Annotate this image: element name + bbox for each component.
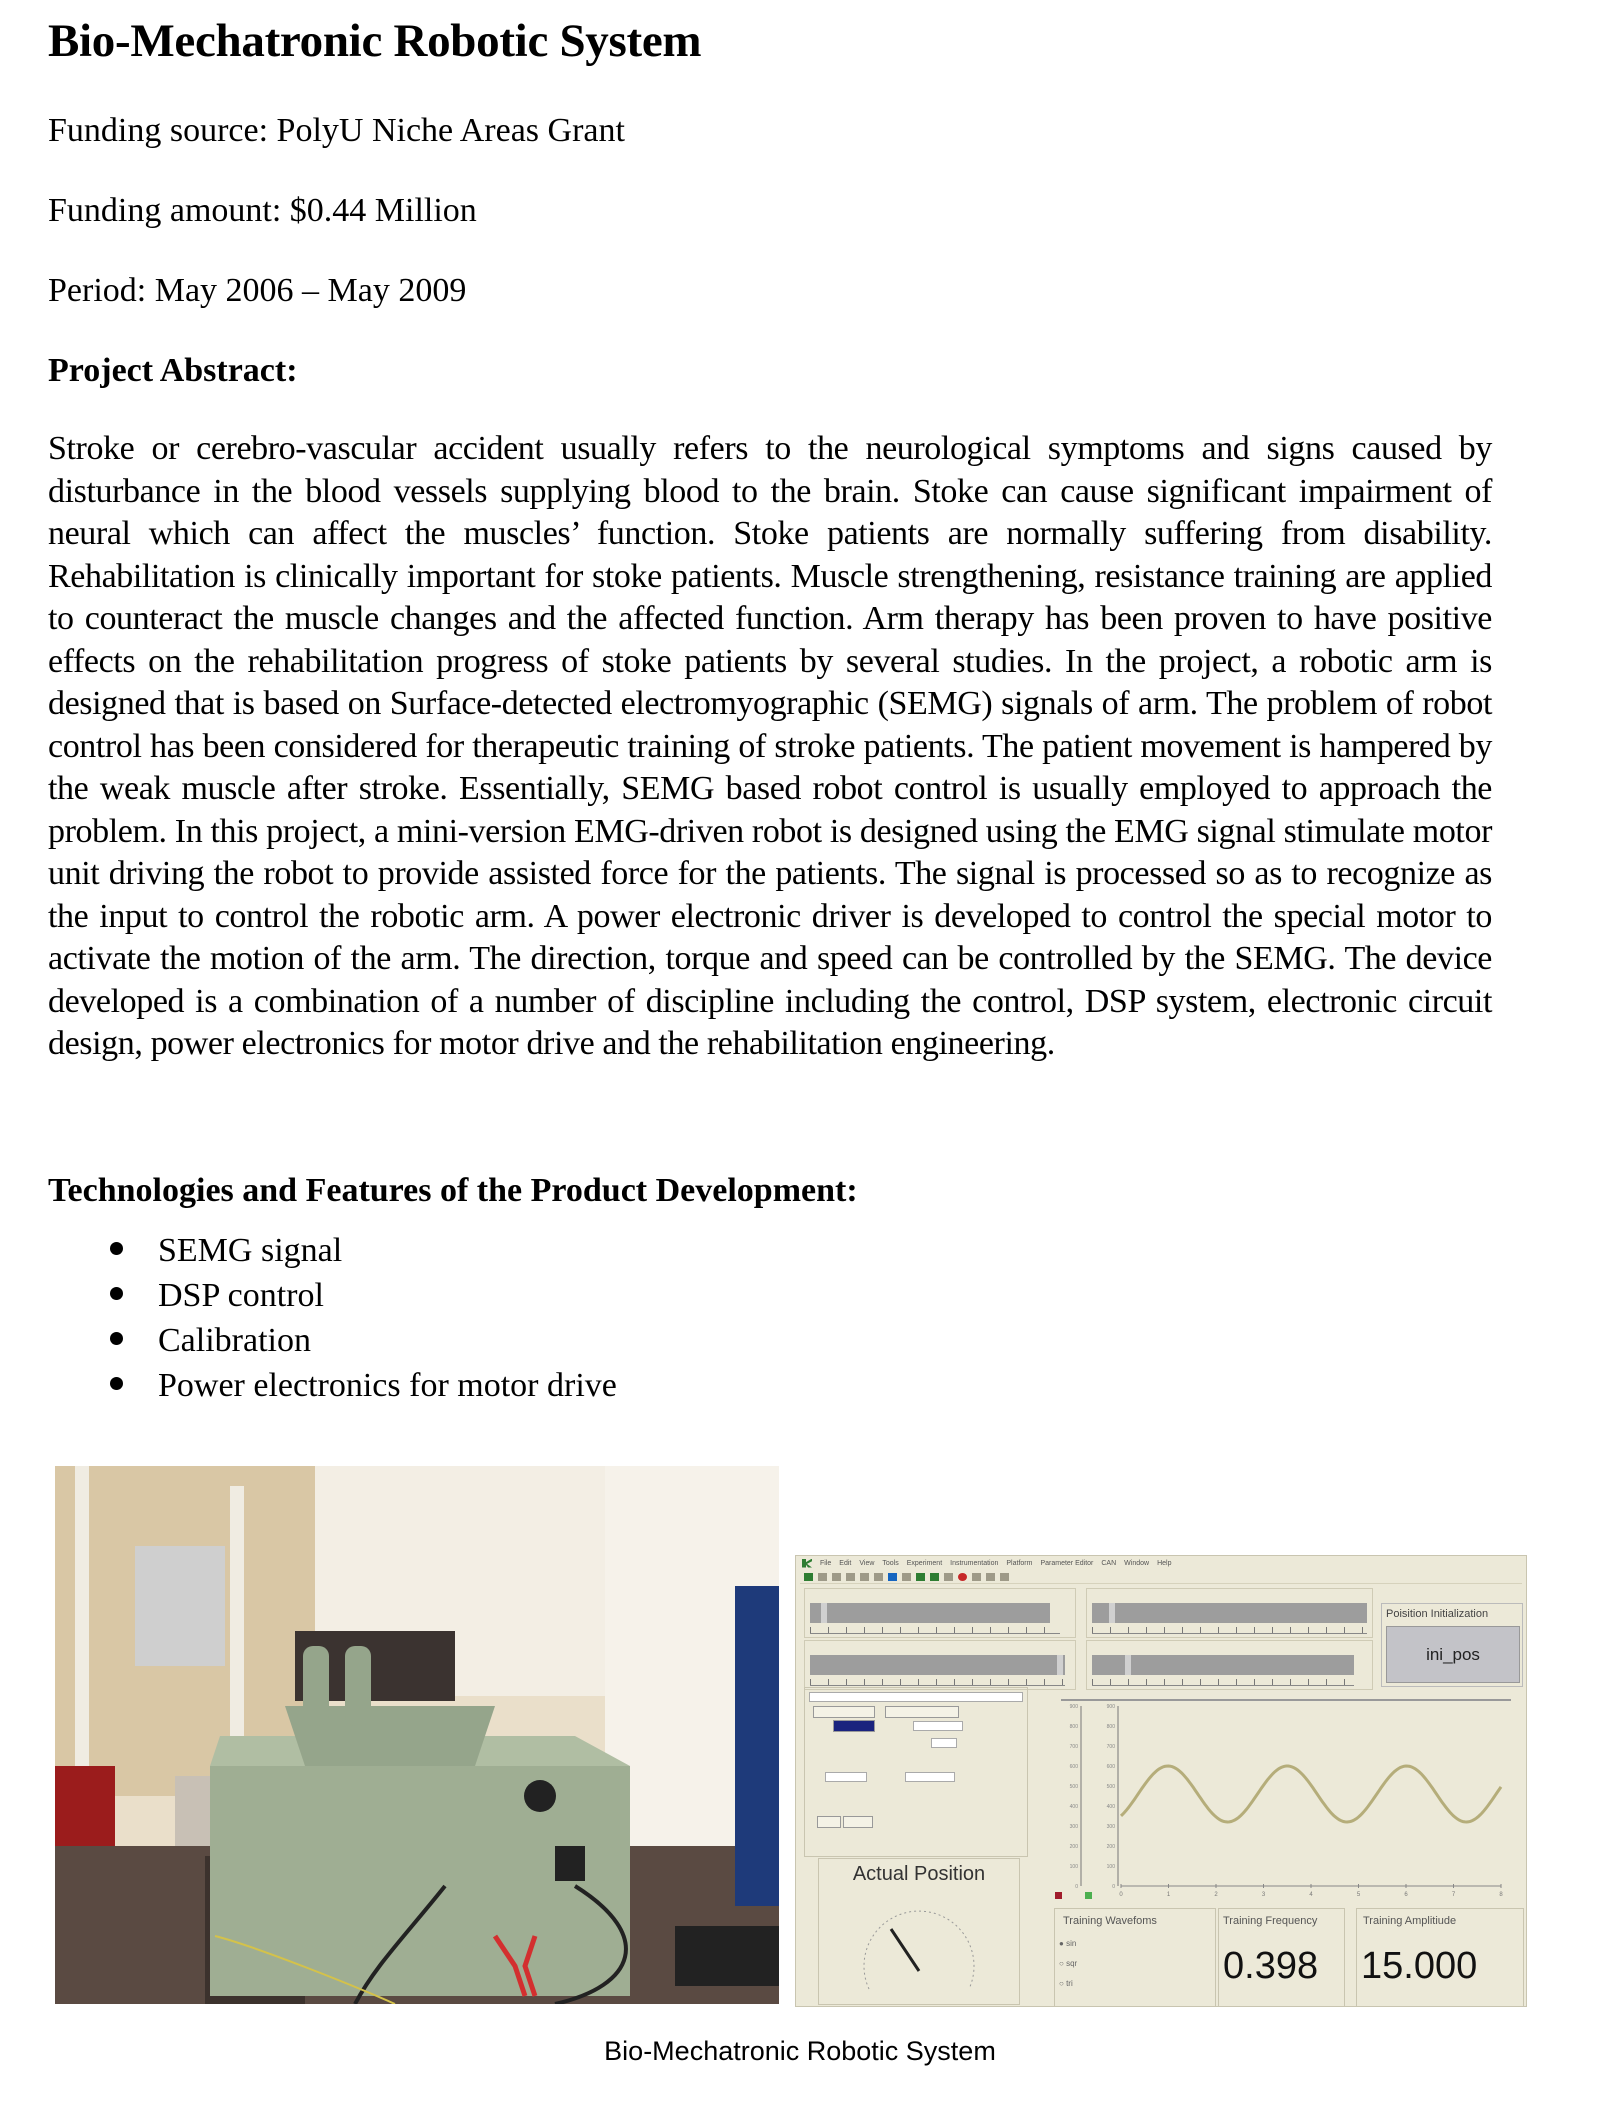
x-tick-label: 1 bbox=[1166, 1892, 1171, 1898]
bullet-icon bbox=[110, 1287, 123, 1300]
y-tick-label: 600 bbox=[1069, 1764, 1078, 1770]
menu-window[interactable]: Window bbox=[1124, 1559, 1150, 1567]
menu-platform[interactable]: Platform bbox=[1006, 1559, 1033, 1567]
x-tick-label: 5 bbox=[1356, 1892, 1361, 1898]
y-tick-label: 800 bbox=[1106, 1724, 1115, 1730]
y-tick-label: 0 bbox=[1075, 1884, 1078, 1890]
slider-track[interactable] bbox=[810, 1655, 1065, 1675]
figure-caption: Bio-Mechatronic Robotic System bbox=[604, 2036, 996, 2066]
y-tick-label: 800 bbox=[1069, 1724, 1078, 1730]
slider-scale bbox=[810, 1627, 1060, 1634]
y-tick-label: 200 bbox=[1106, 1844, 1115, 1850]
delay-field[interactable] bbox=[905, 1772, 955, 1782]
buffer-indicator bbox=[833, 1720, 875, 1732]
training-amplitude-panel bbox=[1356, 1908, 1524, 2007]
y-tick-label: 100 bbox=[1069, 1864, 1078, 1870]
gauge-needle bbox=[891, 1929, 919, 1971]
feature-item: SEMG signal bbox=[110, 1228, 617, 1273]
menu-edit[interactable]: Edit bbox=[839, 1559, 852, 1567]
toolbar-close-icon[interactable] bbox=[1000, 1573, 1009, 1581]
training-waveforms-panel bbox=[1054, 1908, 1216, 2007]
waveform-line bbox=[1121, 1766, 1501, 1822]
menu-tools[interactable]: Tools bbox=[882, 1559, 899, 1567]
training-waveform-chart bbox=[1051, 1696, 1521, 1904]
menu-view[interactable]: View bbox=[859, 1559, 875, 1567]
slider-thumb[interactable] bbox=[1125, 1655, 1131, 1675]
x-tick-label: 0 bbox=[1119, 1892, 1123, 1898]
toolbar-build-icon[interactable] bbox=[888, 1573, 897, 1581]
menu-file[interactable]: File bbox=[820, 1559, 832, 1567]
training-amplitude-label: Training Amplitiude bbox=[1363, 1915, 1457, 1927]
position-initialization-label: Poisition Initialization bbox=[1386, 1608, 1489, 1620]
x-tick-label: 8 bbox=[1499, 1892, 1503, 1898]
training-frequency-label: Training Frequency bbox=[1223, 1915, 1318, 1927]
slider-thumb[interactable] bbox=[1057, 1655, 1063, 1675]
menu-help[interactable]: Help bbox=[1157, 1559, 1172, 1567]
y-tick-label: 900 bbox=[1069, 1704, 1078, 1710]
funding-amount: Funding amount: $0.44 Million bbox=[48, 192, 477, 229]
y-tick-label: 400 bbox=[1069, 1804, 1078, 1810]
menu-bar bbox=[796, 1556, 1526, 1570]
page-title: Bio-Mechatronic Robotic System bbox=[48, 15, 702, 67]
feature-item: Power electronics for motor drive bbox=[110, 1363, 617, 1408]
ini-pos-button[interactable]: ini_pos bbox=[1386, 1626, 1520, 1683]
waveform-radio-sin[interactable]: ● sin bbox=[1059, 1939, 1077, 1948]
slider-track[interactable] bbox=[810, 1603, 1050, 1623]
settings-button[interactable] bbox=[885, 1706, 959, 1718]
control-software-screenshot bbox=[795, 1555, 1527, 2007]
length-field[interactable] bbox=[913, 1721, 963, 1731]
training-waveforms-label: Training Wavefoms bbox=[1063, 1915, 1157, 1927]
slider-scale bbox=[1092, 1679, 1354, 1686]
level-field[interactable] bbox=[825, 1772, 867, 1782]
toolbar-stop-icon[interactable] bbox=[958, 1573, 967, 1581]
position-gauge bbox=[819, 1889, 1019, 2004]
slider-scale bbox=[1092, 1627, 1367, 1634]
toolbar-connect-icon[interactable] bbox=[916, 1573, 925, 1581]
funding-source: Funding source: PolyU Niche Areas Grant bbox=[48, 112, 625, 149]
slider-scale bbox=[810, 1679, 1065, 1686]
y-tick-label: 300 bbox=[1106, 1824, 1115, 1830]
slider-panel-4 bbox=[1086, 1640, 1373, 1690]
feature-item: DSP control bbox=[110, 1273, 617, 1318]
x-tick-label: 4 bbox=[1309, 1892, 1313, 1898]
menu-parameter-editor[interactable]: Parameter Editor bbox=[1040, 1559, 1094, 1567]
y-tick-label: 500 bbox=[1106, 1784, 1115, 1790]
y-tick-label: 400 bbox=[1106, 1804, 1115, 1810]
slider-panel-2 bbox=[804, 1640, 1076, 1690]
app-logo-icon bbox=[802, 1559, 812, 1568]
toolbar bbox=[800, 1570, 1522, 1584]
toolbar-online-icon[interactable] bbox=[930, 1573, 939, 1581]
bullet-icon bbox=[110, 1332, 123, 1345]
y-tick-label: 100 bbox=[1106, 1864, 1115, 1870]
capture-button-2[interactable] bbox=[843, 1816, 873, 1828]
red-indicator-icon bbox=[1055, 1892, 1062, 1899]
waveform-radio-tri[interactable]: ○ tri bbox=[1059, 1979, 1073, 1988]
toolbar-download-icon[interactable] bbox=[902, 1573, 911, 1581]
y-tick-label: 600 bbox=[1106, 1764, 1115, 1770]
device-photo bbox=[55, 1466, 779, 2004]
training-frequency-panel bbox=[1218, 1908, 1345, 2007]
abstract-text: Stroke or cerebro-vascular accident usually refers to the neurological symptoms and signs caused by disturbance in the blood vessels supplying blood to the brain. Stoke can cause significant impairment of neural which can affect the muscles’ function. Stoke patients are normally suffering from disability. Rehabilitation is clinically important for stoke patients. Muscle strengthening, resistance training are applied to counteract the muscle changes and the affected function. Arm therapy has been proven to have positive effects on the rehabilitation progress of stoke patients by several studies. In the project, a robotic arm is designed that is based on Surface-detected electromyographic (SEMG) signals of arm. The problem of robot control has been considered for therapeutic training of stroke patients. The patient movement is hampered by the weak muscle after stroke. Essentially, SEMG based robot control is usually employed to approach the problem. In this project, a mini-version EMG-driven robot is designed using the EMG signal stimulate motor unit driving the robot to provide assisted force for the patients. The signal is processed so as to recognize as the input to control the robotic arm. A power electronic driver is developed to control the special motor to activate the motion of the arm. The direction, torque and speed can be controlled by the SEMG. The device developed is a combination of a number of discipline including the control, DSP system, electronic circuit design, power electronics for motor drive and the rehabilitation engineering. bbox=[48, 430, 1492, 1062]
capture-control-panel bbox=[804, 1687, 1028, 1857]
actual-position-label: Actual Position bbox=[852, 1863, 986, 1885]
abstract-heading: Project Abstract: bbox=[48, 352, 298, 389]
bullet-icon bbox=[110, 1242, 123, 1255]
toolbar-open-icon[interactable] bbox=[818, 1573, 827, 1581]
y-tick-label: 300 bbox=[1069, 1824, 1078, 1830]
toolbar-layout-icon[interactable] bbox=[944, 1573, 953, 1581]
slider-track[interactable] bbox=[1092, 1655, 1354, 1675]
menu-instrumentation[interactable]: Instrumentation bbox=[950, 1559, 999, 1567]
toolbar-save-icon[interactable] bbox=[832, 1573, 841, 1581]
toolbar-paste-icon[interactable] bbox=[874, 1573, 883, 1581]
y-tick-label: 0 bbox=[1112, 1884, 1115, 1890]
training-amplitude-value: 15.000 bbox=[1361, 1945, 1478, 1987]
y-tick-label: 900 bbox=[1106, 1704, 1115, 1710]
position-initialization-panel bbox=[1381, 1603, 1523, 1687]
actual-position-panel bbox=[818, 1858, 1020, 2005]
slider-thumb[interactable] bbox=[821, 1603, 827, 1623]
y-tick-label: 700 bbox=[1106, 1744, 1115, 1750]
green-indicator-icon bbox=[1085, 1892, 1092, 1899]
x-tick-label: 7 bbox=[1451, 1892, 1456, 1898]
toolbar-new-icon[interactable] bbox=[804, 1573, 813, 1581]
start-button[interactable] bbox=[813, 1706, 875, 1718]
y-tick-label: 700 bbox=[1069, 1744, 1078, 1750]
slider-panel-1 bbox=[804, 1588, 1076, 1638]
feature-item: Calibration bbox=[110, 1318, 617, 1363]
toolbar-grid-icon[interactable] bbox=[972, 1573, 981, 1581]
x-tick-label: 6 bbox=[1404, 1892, 1408, 1898]
project-period: Period: May 2006 – May 2009 bbox=[48, 272, 467, 309]
waveform-radio-sqr[interactable]: ○ sqr bbox=[1059, 1959, 1078, 1968]
capture-button-1[interactable] bbox=[817, 1816, 841, 1828]
toolbar-copy-icon[interactable] bbox=[860, 1573, 869, 1581]
x-tick-label: 3 bbox=[1261, 1892, 1266, 1898]
device-dropdown[interactable] bbox=[809, 1692, 1023, 1702]
training-frequency-value: 0.398 bbox=[1223, 1945, 1319, 1987]
slider-track[interactable] bbox=[1092, 1603, 1367, 1623]
x-tick-label: 2 bbox=[1214, 1892, 1218, 1898]
y-tick-label: 500 bbox=[1069, 1784, 1078, 1790]
toolbar-grid2-icon[interactable] bbox=[986, 1573, 995, 1581]
downsampling-field[interactable] bbox=[931, 1738, 957, 1748]
toolbar-cut-icon[interactable] bbox=[846, 1573, 855, 1581]
slider-thumb[interactable] bbox=[1109, 1603, 1115, 1623]
slider-panel-3 bbox=[1086, 1588, 1373, 1638]
features-list bbox=[110, 1228, 617, 1408]
menu-experiment[interactable]: Experiment bbox=[906, 1559, 943, 1567]
y-tick-label: 200 bbox=[1069, 1844, 1078, 1850]
features-heading: Technologies and Features of the Product Development: bbox=[48, 1172, 858, 1209]
bullet-icon bbox=[110, 1377, 123, 1390]
menu-can[interactable]: CAN bbox=[1101, 1559, 1117, 1567]
